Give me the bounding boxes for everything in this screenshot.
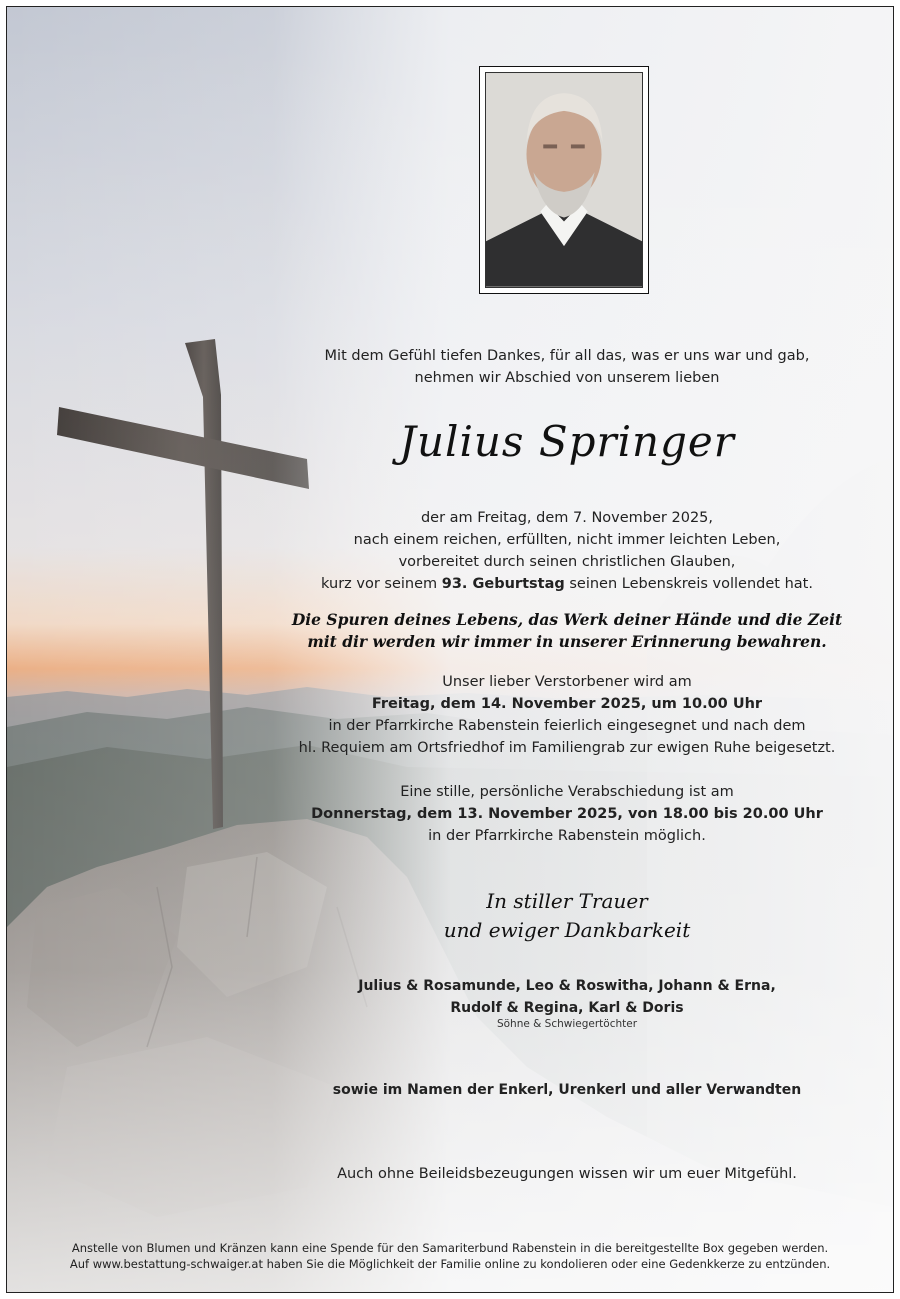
portrait-frame — [479, 66, 649, 294]
farewell-date: Donnerstag, dem 13. November 2025, von 18.00 bis 20.00 Uhr — [311, 806, 823, 822]
funeral-line-3: in der Pfarrkirche Rabenstein feierlich eingesegnet und nach dem — [328, 718, 806, 734]
family-line-1: Julius & Rosamunde, Leo & Roswitha, Johann & Erna, — [358, 978, 776, 994]
birthday-text: 93. Geburtstag — [441, 576, 565, 592]
closing-text: Auch ohne Beileidsbezeugungen wissen wir um euer Mitgefühl. — [337, 1166, 797, 1182]
death-info — [281, 507, 853, 595]
funeral-line-2 — [281, 693, 853, 715]
death-info-post: seinen Lebenskreis vollendet hat. — [564, 576, 813, 592]
quote-line-1: Die Spuren deines Lebens, das Werk deiner Hände und die Zeit — [291, 610, 843, 629]
footer-notes — [17, 1240, 883, 1272]
quote-line-2: mit dir werden wir immer in unserer Erinnerung bewahren. — [307, 632, 827, 651]
family-also: sowie im Namen der Enkerl, Urenkerl und aller Verwandten — [332, 1082, 802, 1098]
mourning-text — [281, 887, 853, 945]
death-info-line-4 — [281, 573, 853, 595]
death-info-pre: kurz vor seinem — [321, 576, 442, 592]
intro-text — [281, 345, 853, 389]
mourning-line-2: und ewiger Dankbarkeit — [443, 918, 691, 942]
intro-line-2: nehmen wir Abschied von unserem lieben — [414, 370, 720, 386]
family-caption: Söhne & Schwiegertöchter — [496, 1018, 638, 1030]
portrait-image — [486, 73, 642, 287]
funeral-date: Freitag, dem 14. November 2025, um 10.00 Uhr — [371, 696, 763, 712]
portrait-photo — [485, 72, 643, 288]
footer-line-2: Auf www.bestattung-schwaiger.at haben Sie die Möglichkeit der Familie online zu kondolieren oder eine Gedenkkerze zu entzünden. — [69, 1257, 831, 1271]
death-info-line-1: der am Freitag, dem 7. November 2025, — [420, 510, 714, 526]
mourning-line-1: In stiller Trauer — [486, 889, 648, 913]
farewell-line-1: Eine stille, persönliche Verabschiedung ist am — [400, 784, 734, 800]
deceased-name: Julius Springer — [399, 417, 735, 466]
obituary-card — [6, 6, 894, 1293]
funeral-line-4: hl. Requiem am Ortsfriedhof im Familiengrab zur ewigen Ruhe beigesetzt. — [298, 740, 836, 756]
farewell-line-2 — [281, 803, 853, 825]
footer-line-1: Anstelle von Blumen und Kränzen kann eine Spende für den Samariterbund Rabenstein in die bereitgestellte Box gegeben werden. — [71, 1241, 829, 1255]
farewell-info — [281, 781, 853, 847]
funeral-line-1: Unser lieber Verstorbener wird am — [442, 674, 692, 690]
death-info-line-2: nach einem reichen, erfüllten, nicht immer leichten Leben, — [353, 532, 781, 548]
farewell-line-3: in der Pfarrkirche Rabenstein möglich. — [428, 828, 706, 844]
memorial-quote — [281, 609, 853, 653]
family-line-2: Rudolf & Regina, Karl & Doris — [450, 1000, 684, 1016]
death-info-line-3: vorbereitet durch seinen christlichen Glauben, — [398, 554, 736, 570]
intro-line-1: Mit dem Gefühl tiefen Dankes, für all das, was er uns war und gab, — [324, 348, 810, 364]
funeral-info — [281, 671, 853, 759]
family-names — [281, 975, 853, 1019]
